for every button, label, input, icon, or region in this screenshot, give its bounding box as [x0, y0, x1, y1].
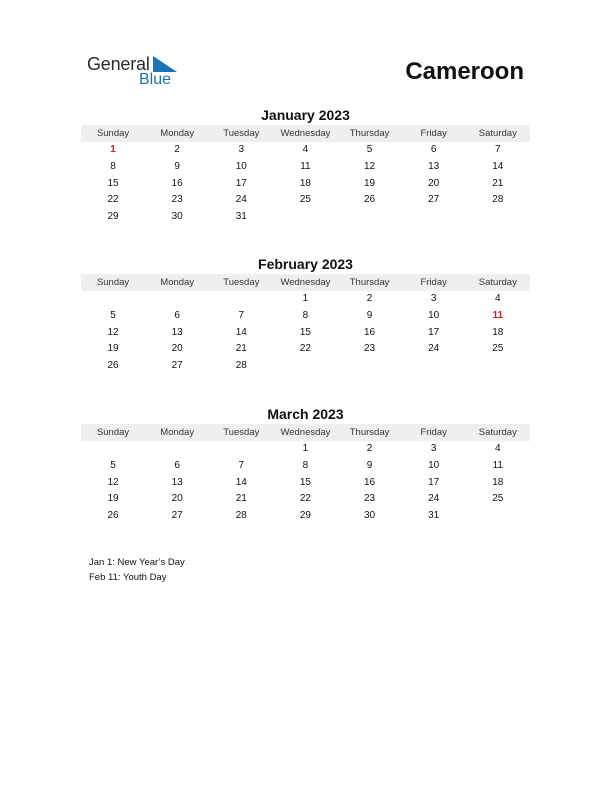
date-cell: 6 [430, 144, 437, 155]
date-cell: 9 [174, 160, 180, 172]
month-grid [81, 142, 530, 226]
date-cell: 3 [238, 144, 245, 155]
date-cell: 1 [302, 443, 309, 454]
month-title: March 2023 [267, 406, 344, 422]
logo-text-blue: Blue [139, 71, 172, 88]
date-cell: 16 [364, 476, 376, 488]
date-cell: 12 [364, 160, 376, 172]
month-march [81, 405, 530, 525]
date-cell: 20 [428, 177, 440, 189]
date-cell: 14 [235, 476, 247, 488]
month-february [81, 255, 530, 375]
date-cell: 3 [430, 293, 437, 304]
date-cell: 27 [428, 194, 440, 206]
date-cell [81, 291, 145, 308]
date-cell: 9 [366, 459, 373, 471]
month-title: February 2023 [258, 256, 353, 272]
week-row [81, 209, 530, 226]
date-cell: 9 [366, 309, 373, 321]
date-cell: 16 [364, 326, 376, 338]
date-cell: 21 [235, 493, 247, 505]
date-cell: 17 [235, 177, 247, 189]
date-cell: 17 [428, 476, 440, 488]
date-cell: 27 [171, 360, 183, 372]
weekday-label: Thursday [349, 128, 390, 139]
weekday-label: Tuesday [223, 277, 260, 288]
date-cell: 17 [428, 326, 440, 338]
date-cell [466, 209, 530, 226]
date-cell: 21 [235, 343, 247, 355]
weekday-label: Friday [420, 427, 447, 438]
date-cell: 29 [107, 211, 119, 223]
date-cell: 24 [428, 493, 440, 505]
weekday-label: Sunday [96, 128, 130, 139]
date-cell [81, 441, 145, 458]
weekday-label: Monday [160, 128, 195, 139]
week-row [81, 508, 530, 525]
date-cell: 10 [428, 459, 440, 471]
date-cell: 31 [235, 211, 247, 223]
date-cell: 2 [366, 443, 373, 454]
date-cell: 27 [171, 510, 183, 522]
date-cell: 31 [428, 510, 440, 522]
date-cell: 13 [171, 326, 183, 338]
date-cell: 25 [299, 194, 311, 206]
date-cell: 22 [299, 343, 311, 355]
weekday-label: Saturday [478, 427, 517, 438]
week-row [81, 159, 530, 176]
date-cell: 21 [492, 177, 504, 189]
date-cell: 3 [430, 443, 437, 454]
weekday-label: Saturday [478, 277, 517, 288]
date-cell: 8 [302, 309, 309, 321]
date-cell [402, 209, 466, 226]
date-cell: 8 [302, 459, 309, 471]
weekday-label: Friday [420, 277, 447, 288]
weekday-label: Thursday [349, 427, 390, 438]
date-cell: 23 [171, 194, 183, 206]
date-cell: 4 [495, 293, 501, 304]
weekday-label: Wednesday [280, 427, 331, 438]
date-cell [466, 358, 530, 375]
weekday-label: Wednesday [280, 128, 331, 139]
month-title: January 2023 [261, 107, 350, 123]
date-cell: 22 [107, 194, 119, 206]
date-cell: 18 [299, 177, 311, 189]
date-cell: 6 [174, 309, 180, 321]
month-grid [81, 441, 530, 525]
date-cell: 26 [364, 194, 376, 206]
date-cell: 2 [366, 293, 373, 304]
week-row [81, 441, 530, 458]
date-cell: 30 [171, 211, 183, 223]
holiday-note: Jan 1: New Year’s Day [89, 557, 185, 568]
date-cell: 2 [174, 144, 180, 155]
date-cell [145, 441, 209, 458]
week-row [81, 308, 530, 325]
country-title: Cameroon [405, 58, 524, 85]
date-cell: 1 [302, 293, 309, 304]
date-cell: 14 [492, 160, 504, 172]
date-cell [338, 358, 402, 375]
date-cell: 19 [107, 343, 119, 355]
weekday-label: Thursday [349, 277, 390, 288]
date-cell: 7 [495, 144, 501, 155]
date-cell: 25 [492, 343, 504, 355]
date-cell: 6 [174, 459, 180, 471]
date-cell [273, 209, 337, 226]
week-row [81, 358, 530, 375]
logo-text-general: General [87, 54, 150, 74]
date-cell: 15 [299, 326, 311, 338]
date-cell [145, 291, 209, 308]
date-cell [402, 358, 466, 375]
date-cell: 13 [171, 476, 183, 488]
date-cell: 7 [238, 309, 245, 321]
date-cell: 5 [110, 459, 116, 471]
date-cell: 12 [107, 476, 119, 488]
date-cell: 7 [238, 459, 245, 471]
month-grid [81, 291, 530, 375]
date-cell: 12 [107, 326, 119, 338]
holiday-date-cell: 1 [110, 144, 116, 155]
date-cell: 4 [495, 443, 501, 454]
weekday-label: Friday [420, 128, 447, 139]
date-cell: 19 [107, 493, 119, 505]
date-cell: 23 [364, 343, 376, 355]
holiday-notes [89, 555, 185, 585]
date-cell: 10 [235, 160, 247, 172]
date-cell [466, 508, 530, 525]
date-cell: 16 [171, 177, 183, 189]
date-cell: 19 [364, 177, 376, 189]
date-cell: 18 [492, 476, 504, 488]
date-cell: 11 [300, 160, 311, 172]
week-row [81, 341, 530, 358]
date-cell: 5 [110, 309, 116, 321]
generalblue-logo [87, 54, 197, 94]
weekday-label: Tuesday [223, 128, 260, 139]
date-cell: 11 [492, 459, 503, 471]
date-cell [338, 209, 402, 226]
date-cell: 24 [428, 343, 440, 355]
date-cell: 14 [235, 326, 247, 338]
week-row [81, 192, 530, 209]
week-row [81, 176, 530, 193]
date-cell: 25 [492, 493, 504, 505]
week-row [81, 475, 530, 492]
date-cell: 29 [299, 510, 311, 522]
date-cell: 22 [299, 493, 311, 505]
date-cell: 28 [235, 510, 247, 522]
holiday-date-cell: 11 [492, 309, 504, 321]
date-cell: 20 [171, 493, 183, 505]
date-cell: 26 [107, 360, 119, 372]
month-january [81, 106, 530, 226]
date-cell: 5 [366, 144, 373, 155]
date-cell: 30 [364, 510, 376, 522]
week-row [81, 325, 530, 342]
date-cell: 13 [428, 160, 440, 172]
date-cell: 8 [110, 160, 116, 172]
weekday-label: Sunday [96, 277, 130, 288]
weekday-header [81, 424, 530, 441]
weekday-label: Sunday [96, 427, 130, 438]
date-cell: 15 [299, 476, 311, 488]
date-cell: 24 [235, 194, 247, 206]
week-row [81, 291, 530, 308]
weekday-label: Monday [160, 427, 195, 438]
week-row [81, 458, 530, 475]
date-cell: 20 [171, 343, 183, 355]
date-cell: 4 [302, 144, 309, 155]
weekday-label: Monday [160, 277, 195, 288]
date-cell: 15 [107, 177, 119, 189]
date-cell: 28 [492, 194, 504, 206]
date-cell: 28 [235, 360, 247, 372]
date-cell [209, 441, 273, 458]
date-cell: 18 [492, 326, 504, 338]
weekday-header [81, 274, 530, 291]
date-cell [209, 291, 273, 308]
date-cell [273, 358, 337, 375]
week-row [81, 142, 530, 159]
holiday-note: Feb 11: Youth Day [89, 572, 167, 583]
weekday-label: Wednesday [280, 277, 331, 288]
weekday-label: Saturday [478, 128, 517, 139]
week-row [81, 491, 530, 508]
weekday-header [81, 125, 530, 142]
date-cell: 26 [107, 510, 119, 522]
date-cell: 23 [364, 493, 376, 505]
weekday-label: Tuesday [223, 427, 260, 438]
date-cell: 10 [428, 309, 440, 321]
